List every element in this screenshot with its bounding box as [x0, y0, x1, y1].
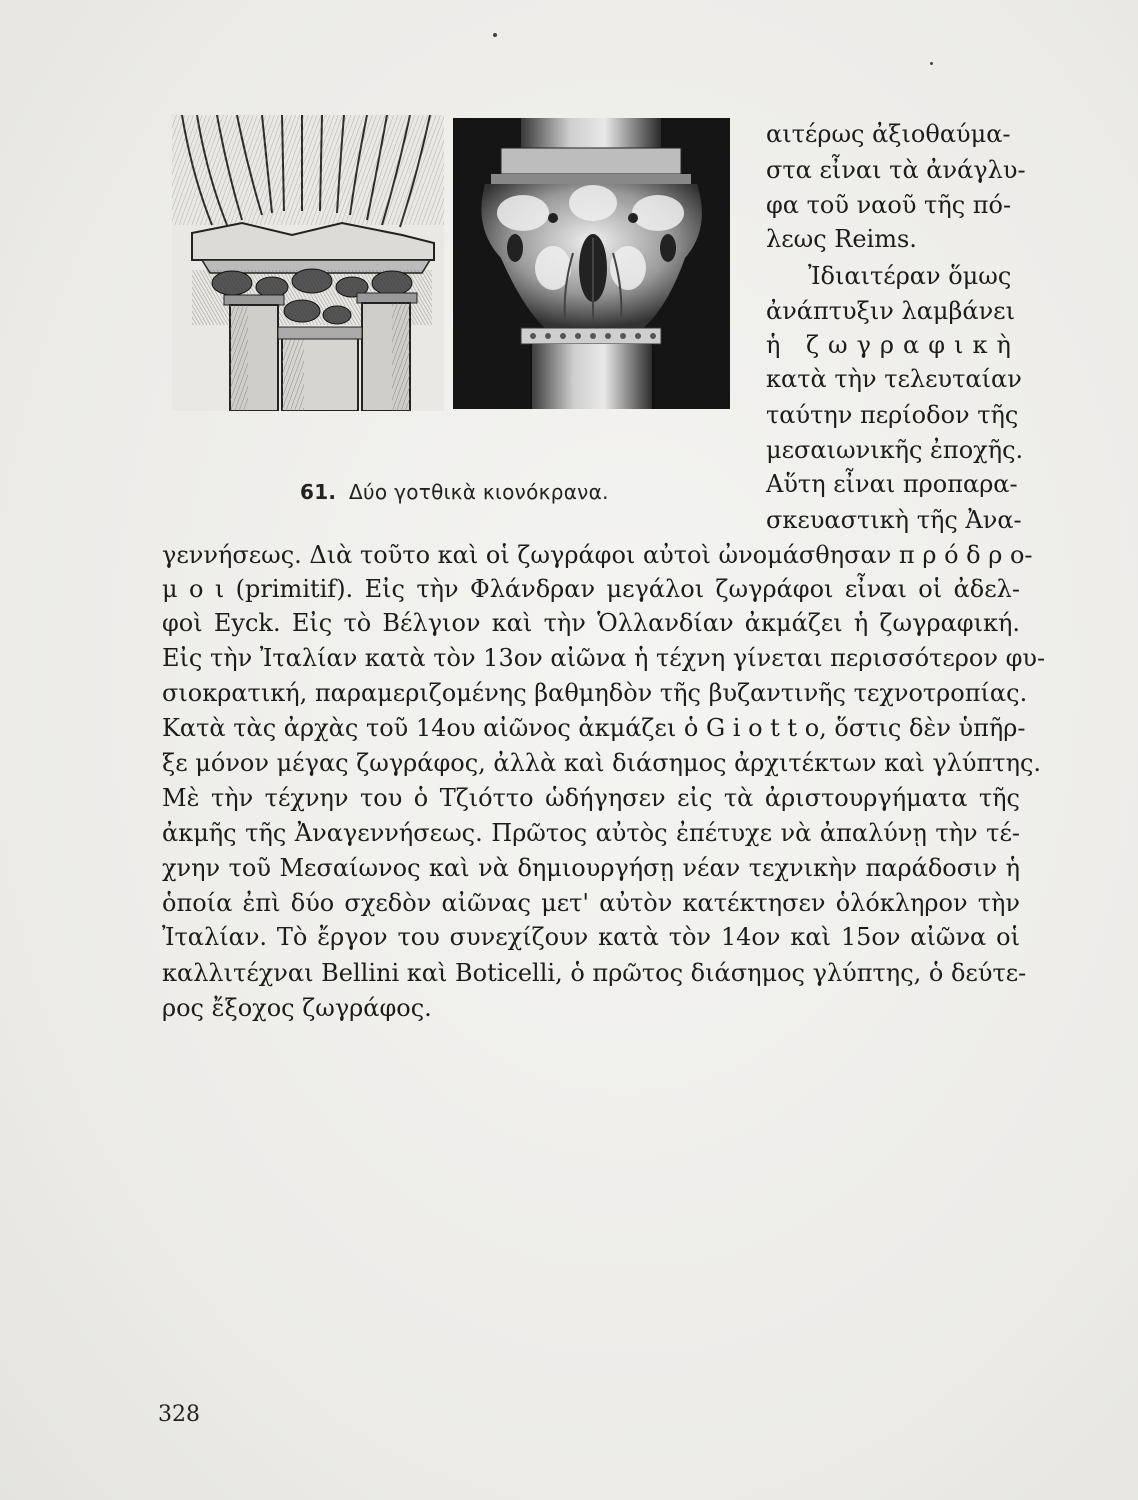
text-line: καλλιτέχναι Bellini καὶ Boticelli, ὁ πρῶτος διάσημος γλύπτης, ὁ δεύτε- — [162, 959, 1027, 987]
text-line: φοὶ Eyck. Εἰς τὸ Βέλγιον καὶ τὴν Ὁλλανδίαν ἀκμάζει ἡ ζωγραφική. — [162, 609, 1020, 637]
text-line: χνην τοῦ Μεσαίωνος καὶ νὰ δημιουργήσῃ νέαν τεχνικὴν παράδοσιν ἡ — [162, 854, 1020, 882]
text-line: κατὰ τὴν τελευταίαν — [766, 365, 1022, 393]
text-line: Κατὰ τὰς ἀρχὰς τοῦ 14ου αἰῶνος ἀκμάζει ὁ G i o t t o, ὅστις δὲν ὑπῆρ- — [162, 714, 1026, 742]
text-line: στα εἶναι τὰ ἀνάγλυ- — [766, 156, 1026, 184]
text-line: λεως Reims. — [766, 225, 917, 253]
text-line: ἀνάπτυξιν λαμβάνει — [766, 297, 1016, 325]
text-line: ἀκμῆς τῆς Ἀναγεννήσεως. Πρῶτος αὐτὸς ἐπέτυχε νὰ ἀπαλύνῃ τὴν τέ- — [162, 819, 1020, 847]
text-line: Ἰταλίαν. Τὸ ἔργον του συνεχίζουν κατὰ τὸν 14ον καὶ 15ον αἰῶνα οἱ — [162, 923, 1020, 951]
text-line: Μὲ τὴν τέχνην του ὁ Τζιόττο ὡδήγησεν εἰς τὰ ἀριστουργήματα τῆς — [162, 784, 1020, 812]
text-line: ρος ἔξοχος ζωγράφος. — [162, 994, 432, 1022]
text-line: γεννήσεως. Διὰ τοῦτο καὶ οἱ ζωγράφοι αὐτοὶ ὠνομάσθησαν π ρ ό δ ρ ο- — [162, 541, 1033, 569]
text-line: Ἰδιαιτέραν ὅμως — [808, 262, 1012, 290]
text-line: σιοκρατική, παραμεριζομένης βαθμηδὸν τῆς βυζαντινῆς τεχνοτροπίας. — [162, 679, 1028, 707]
figure-gothic-capital-right — [453, 118, 730, 409]
figure-caption — [300, 480, 620, 504]
text-line: φα τοῦ ναοῦ τῆς πό- — [766, 191, 1012, 219]
text-line: Εἰς τὴν Ἰταλίαν κατὰ τὸν 13ον αἰῶνα ἡ τέχνη γίνεται περισσότερον φυ- — [162, 644, 1046, 672]
text-line: Αὕτη εἶναι προπαρα- — [766, 470, 1018, 498]
text-line: μ ο ι (primitif). Εἰς τὴν Φλάνδραν μεγάλοι ζωγράφοι εἶναι οἱ ἀδελ- — [162, 575, 1020, 603]
text-line: αιτέρως ἀξιοθαύμα- — [766, 120, 1011, 148]
figure-gothic-capital-left — [172, 115, 444, 411]
page-number: 328 — [158, 1402, 200, 1427]
text-line: σκευαστικὴ τῆς Ἀνα- — [766, 506, 1022, 534]
text-line: ὁποία ἐπὶ δύο σχεδὸν αἰῶνας μετ' αὐτὸν κατέκτησεν ὁλόκληρον τὴν — [162, 889, 1020, 917]
text-line: μεσαιωνικῆς ἐποχῆς. — [766, 436, 1024, 464]
text-line: ξε μόνον μέγας ζωγράφος, ἀλλὰ καὶ διάσημος ἀρχιτέκτων καὶ γλύπτης. — [162, 749, 1042, 777]
figure-number: 61. — [300, 480, 337, 504]
text-line: ἡ ζωγραφικὴ — [766, 331, 1020, 359]
scan-speck — [493, 33, 497, 37]
text-line: ταύτην περίοδον τῆς — [766, 401, 1019, 429]
scan-speck — [930, 62, 933, 65]
figure-caption-text: Δύο γοτθικὰ κιονόκρανα. — [349, 480, 609, 504]
